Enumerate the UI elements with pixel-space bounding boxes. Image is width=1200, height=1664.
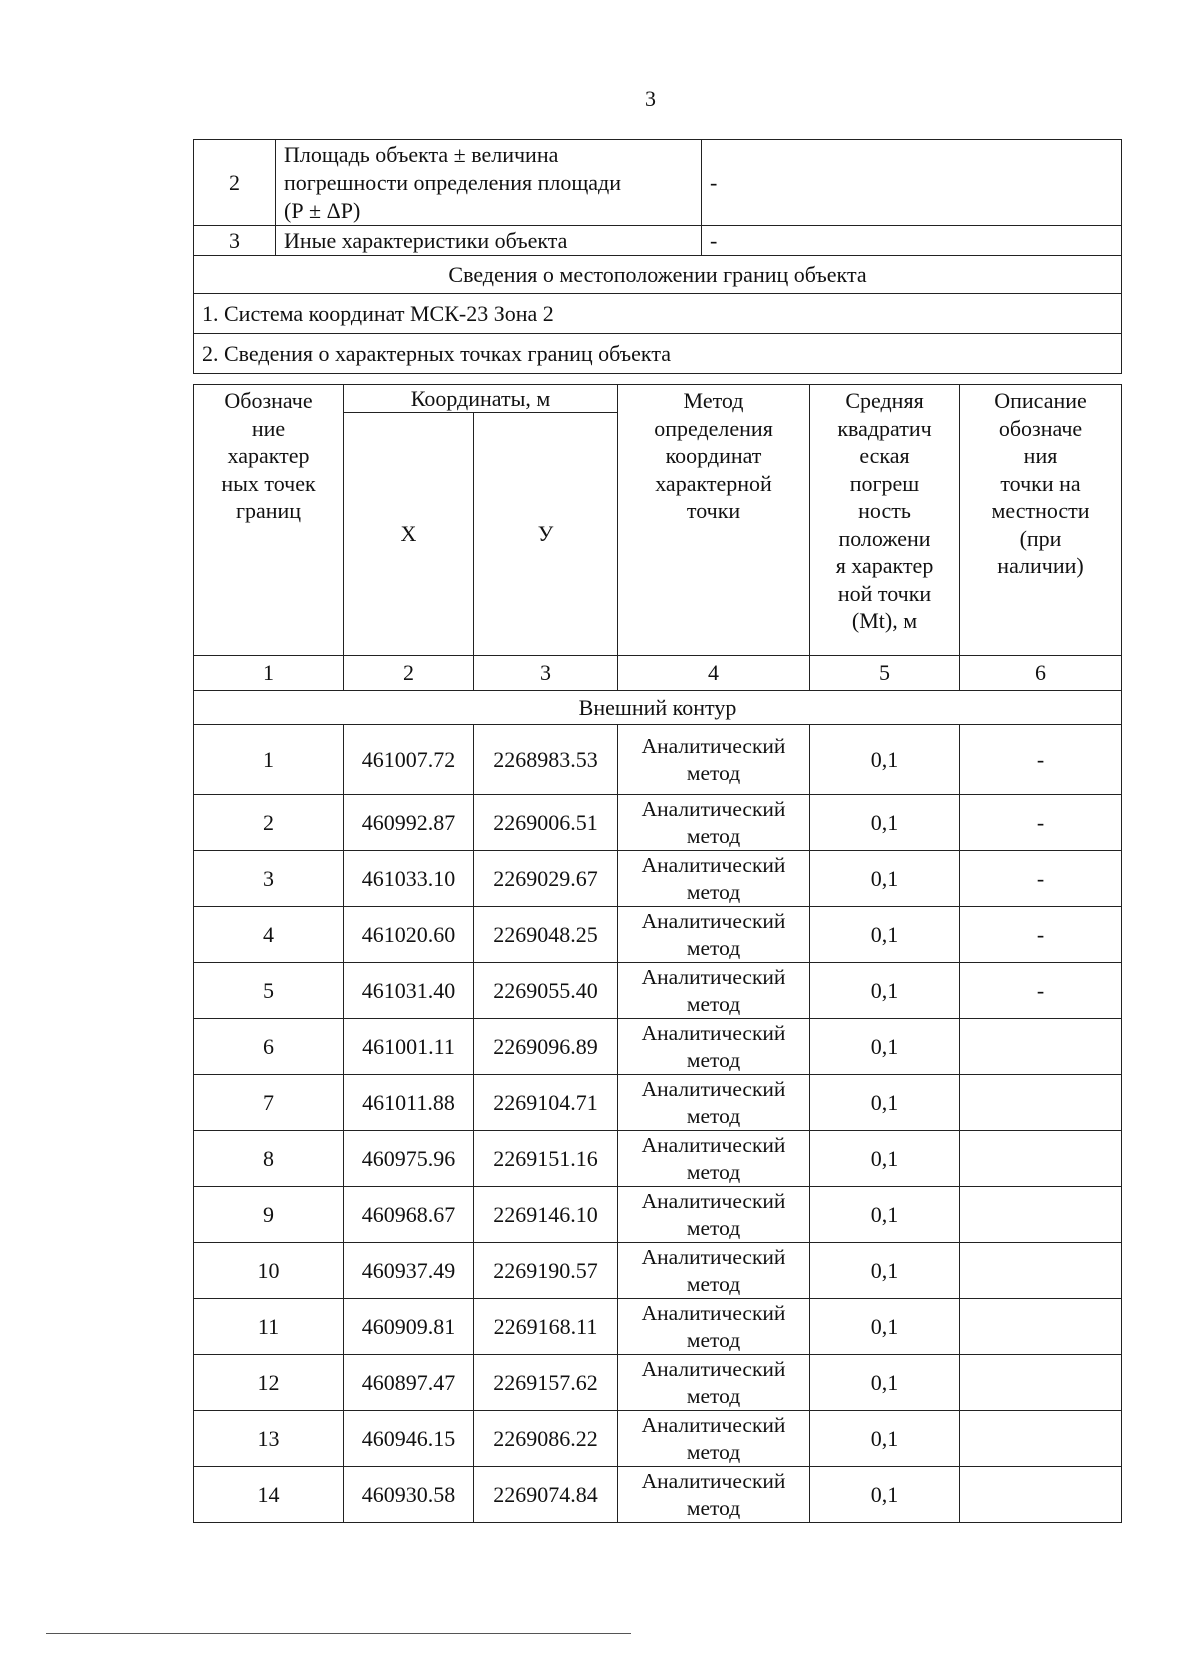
description-header bbox=[960, 385, 1122, 656]
point-y: 2269104.71 bbox=[474, 1075, 618, 1131]
point-method-line: метод bbox=[686, 1383, 741, 1408]
table-row bbox=[194, 1131, 1122, 1187]
point-x: 460930.58 bbox=[344, 1467, 474, 1523]
point-method bbox=[618, 1467, 810, 1523]
point-number: 13 bbox=[194, 1411, 344, 1467]
row-label bbox=[276, 140, 702, 226]
point-method-line: Аналитический bbox=[641, 1020, 786, 1045]
column-number: 5 bbox=[810, 656, 960, 691]
description-header-line: ния bbox=[1023, 443, 1058, 468]
point-x: 461011.88 bbox=[344, 1075, 474, 1131]
point-y: 2269055.40 bbox=[474, 963, 618, 1019]
point-method bbox=[618, 1243, 810, 1299]
row-value: - bbox=[702, 226, 1122, 256]
point-number: 5 bbox=[194, 963, 344, 1019]
point-x: 460946.15 bbox=[344, 1411, 474, 1467]
point-method bbox=[618, 725, 810, 795]
designation-header-line: Обозначе bbox=[224, 388, 313, 413]
point-accuracy: 0,1 bbox=[810, 1131, 960, 1187]
point-method-line: метод bbox=[686, 1103, 741, 1128]
method-header-line: характерной bbox=[655, 470, 772, 496]
accuracy-header-line: квадратич bbox=[837, 415, 932, 441]
point-method bbox=[618, 963, 810, 1019]
row-label: Иные характеристики объекта bbox=[276, 226, 702, 256]
point-accuracy: 0,1 bbox=[810, 1243, 960, 1299]
column-number: 6 bbox=[960, 656, 1122, 691]
table-row bbox=[194, 1019, 1122, 1075]
point-y: 2269157.62 bbox=[474, 1355, 618, 1411]
contour-label: Внешний контур bbox=[194, 691, 1122, 725]
row-number: 2 bbox=[194, 140, 276, 226]
point-x: 461031.40 bbox=[344, 963, 474, 1019]
description-header-line: обозначе bbox=[998, 415, 1083, 441]
point-x: 461020.60 bbox=[344, 907, 474, 963]
point-method bbox=[618, 1355, 810, 1411]
point-number: 12 bbox=[194, 1355, 344, 1411]
row-label-line: погрешности определения площади bbox=[284, 169, 622, 195]
point-y: 2269029.67 bbox=[474, 851, 618, 907]
accuracy-header-line: (Mt), м bbox=[851, 608, 918, 633]
point-method-line: метод bbox=[686, 1271, 741, 1296]
point-number: 4 bbox=[194, 907, 344, 963]
point-method-line: Аналитический bbox=[641, 1412, 786, 1437]
point-description bbox=[960, 1355, 1122, 1411]
page-number: 3 bbox=[645, 86, 656, 111]
point-description bbox=[960, 1299, 1122, 1355]
accuracy-header-line: я характер bbox=[835, 553, 934, 578]
accuracy-header-line: еская bbox=[859, 443, 910, 468]
boundary-points-table bbox=[193, 384, 1122, 1523]
column-number: 2 bbox=[344, 656, 474, 691]
point-x: 460968.67 bbox=[344, 1187, 474, 1243]
coordinate-system: 1. Система координат МСК-23 Зона 2 bbox=[194, 294, 1122, 334]
row-value: - bbox=[702, 140, 1122, 226]
table-row bbox=[194, 1243, 1122, 1299]
header-row bbox=[194, 385, 1122, 413]
point-description: - bbox=[960, 907, 1122, 963]
point-method-line: метод bbox=[686, 1159, 741, 1184]
point-method bbox=[618, 1019, 810, 1075]
method-header bbox=[618, 385, 810, 656]
point-method-line: Аналитический bbox=[641, 1188, 786, 1213]
point-method bbox=[618, 1131, 810, 1187]
point-number: 8 bbox=[194, 1131, 344, 1187]
footer-divider bbox=[46, 1633, 631, 1634]
point-description: - bbox=[960, 963, 1122, 1019]
description-header-line: (при bbox=[1019, 525, 1062, 551]
point-number: 9 bbox=[194, 1187, 344, 1243]
point-method-line: Аналитический bbox=[641, 908, 786, 933]
point-number: 2 bbox=[194, 795, 344, 851]
point-x: 461001.11 bbox=[344, 1019, 474, 1075]
point-accuracy: 0,1 bbox=[810, 851, 960, 907]
point-accuracy: 0,1 bbox=[810, 725, 960, 795]
point-x: 461033.10 bbox=[344, 851, 474, 907]
point-method-line: Аналитический bbox=[641, 796, 786, 821]
accuracy-header-line: погреш bbox=[849, 470, 920, 496]
point-method-line: Аналитический bbox=[641, 1468, 786, 1493]
point-method bbox=[618, 1187, 810, 1243]
point-accuracy: 0,1 bbox=[810, 1411, 960, 1467]
point-number: 6 bbox=[194, 1019, 344, 1075]
point-accuracy: 0,1 bbox=[810, 795, 960, 851]
point-description bbox=[960, 1467, 1122, 1523]
point-method-line: Аналитический bbox=[641, 852, 786, 877]
point-y: 2269146.10 bbox=[474, 1187, 618, 1243]
table-row bbox=[194, 1075, 1122, 1131]
point-accuracy: 0,1 bbox=[810, 1467, 960, 1523]
method-header-line: определения bbox=[654, 415, 773, 441]
point-accuracy: 0,1 bbox=[810, 907, 960, 963]
point-method-line: метод bbox=[686, 1495, 741, 1520]
point-method-line: Аналитический bbox=[641, 1076, 786, 1101]
point-method-line: Аналитический bbox=[641, 733, 786, 758]
accuracy-header bbox=[810, 385, 960, 656]
object-info-table bbox=[193, 139, 1122, 374]
point-method-line: метод bbox=[686, 823, 741, 848]
point-accuracy: 0,1 bbox=[810, 1187, 960, 1243]
row-label-line: (Р ± ΔР) bbox=[284, 197, 361, 223]
point-method-line: метод bbox=[686, 935, 741, 960]
point-number: 11 bbox=[194, 1299, 344, 1355]
table-row bbox=[194, 140, 1122, 226]
point-method-line: метод bbox=[686, 1439, 741, 1464]
point-number: 10 bbox=[194, 1243, 344, 1299]
point-method bbox=[618, 1299, 810, 1355]
contour-row bbox=[194, 691, 1122, 725]
point-method-line: Аналитический bbox=[641, 1244, 786, 1269]
point-method-line: метод bbox=[686, 991, 741, 1016]
point-y: 2269151.16 bbox=[474, 1131, 618, 1187]
point-y: 2269074.84 bbox=[474, 1467, 618, 1523]
table-row bbox=[194, 1299, 1122, 1355]
x-header: Х bbox=[344, 413, 474, 656]
point-method-line: метод bbox=[686, 1047, 741, 1072]
description-header-line: точки на bbox=[1000, 470, 1081, 496]
point-method-line: Аналитический bbox=[641, 1300, 786, 1325]
point-method-line: Аналитический bbox=[641, 1356, 786, 1381]
point-method-line: метод bbox=[686, 760, 741, 785]
point-y: 2269048.25 bbox=[474, 907, 618, 963]
table-row bbox=[194, 851, 1122, 907]
column-number: 1 bbox=[194, 656, 344, 691]
point-method-line: метод bbox=[686, 1215, 741, 1240]
designation-header-line: ние bbox=[251, 415, 286, 441]
point-method bbox=[618, 851, 810, 907]
point-y: 2268983.53 bbox=[474, 725, 618, 795]
point-method bbox=[618, 907, 810, 963]
point-y: 2269096.89 bbox=[474, 1019, 618, 1075]
point-x: 460992.87 bbox=[344, 795, 474, 851]
accuracy-header-line: ность bbox=[858, 498, 911, 523]
designation-header-line: границ bbox=[235, 498, 302, 523]
method-header-line: точки bbox=[686, 498, 741, 523]
table-row bbox=[194, 963, 1122, 1019]
method-header-line: координат bbox=[665, 443, 762, 468]
point-description bbox=[960, 1411, 1122, 1467]
point-description bbox=[960, 1131, 1122, 1187]
table-row bbox=[194, 294, 1122, 334]
column-number: 3 bbox=[474, 656, 618, 691]
points-header: 2. Сведения о характерных точках границ объекта bbox=[194, 334, 1122, 374]
point-accuracy: 0,1 bbox=[810, 1019, 960, 1075]
point-x: 460909.81 bbox=[344, 1299, 474, 1355]
point-accuracy: 0,1 bbox=[810, 1355, 960, 1411]
accuracy-header-line: Средняя bbox=[845, 388, 924, 413]
point-method-line: метод bbox=[686, 1327, 741, 1352]
table-row bbox=[194, 1355, 1122, 1411]
point-method bbox=[618, 1075, 810, 1131]
point-y: 2269086.22 bbox=[474, 1411, 618, 1467]
accuracy-header-line: ной точки bbox=[837, 580, 932, 606]
point-method bbox=[618, 795, 810, 851]
point-x: 461007.72 bbox=[344, 725, 474, 795]
point-accuracy: 0,1 bbox=[810, 1075, 960, 1131]
location-header: Сведения о местоположении границ объекта bbox=[194, 256, 1122, 294]
point-method-line: Аналитический bbox=[641, 964, 786, 989]
point-accuracy: 0,1 bbox=[810, 963, 960, 1019]
point-description bbox=[960, 1019, 1122, 1075]
point-description: - bbox=[960, 795, 1122, 851]
point-y: 2269006.51 bbox=[474, 795, 618, 851]
point-y: 2269190.57 bbox=[474, 1243, 618, 1299]
point-accuracy: 0,1 bbox=[810, 1299, 960, 1355]
table-row bbox=[194, 725, 1122, 795]
table-row bbox=[194, 256, 1122, 294]
point-number: 14 bbox=[194, 1467, 344, 1523]
point-description bbox=[960, 1187, 1122, 1243]
description-header-line: местности bbox=[991, 498, 1090, 523]
table-row bbox=[194, 795, 1122, 851]
point-description: - bbox=[960, 725, 1122, 795]
point-x: 460897.47 bbox=[344, 1355, 474, 1411]
point-number: 3 bbox=[194, 851, 344, 907]
table-row bbox=[194, 1467, 1122, 1523]
point-method bbox=[618, 1411, 810, 1467]
row-label-line: Площадь объекта ± величина bbox=[284, 141, 559, 167]
point-number: 7 bbox=[194, 1075, 344, 1131]
point-method-line: метод bbox=[686, 879, 741, 904]
designation-header-line: ных точек bbox=[221, 470, 316, 496]
description-header-line: Описание bbox=[994, 388, 1087, 413]
point-x: 460937.49 bbox=[344, 1243, 474, 1299]
point-description: - bbox=[960, 851, 1122, 907]
method-header-line: Метод bbox=[683, 388, 744, 413]
point-description bbox=[960, 1243, 1122, 1299]
description-header-line: наличии) bbox=[997, 553, 1084, 578]
designation-header bbox=[194, 385, 344, 656]
point-description bbox=[960, 1075, 1122, 1131]
point-x: 460975.96 bbox=[344, 1131, 474, 1187]
coordinates-header: Координаты, м bbox=[344, 385, 618, 413]
designation-header-line: характер bbox=[227, 443, 310, 468]
accuracy-header-line: положени bbox=[838, 525, 931, 551]
point-method-line: Аналитический bbox=[641, 1132, 786, 1157]
table-row bbox=[194, 226, 1122, 256]
point-y: 2269168.11 bbox=[474, 1299, 618, 1355]
y-header: У bbox=[474, 413, 618, 656]
table-row bbox=[194, 1411, 1122, 1467]
row-number: 3 bbox=[194, 226, 276, 256]
table-row bbox=[194, 334, 1122, 374]
table-row bbox=[194, 907, 1122, 963]
table-row bbox=[194, 1187, 1122, 1243]
column-number: 4 bbox=[618, 656, 810, 691]
column-numbers-row bbox=[194, 656, 1122, 691]
point-number: 1 bbox=[194, 725, 344, 795]
